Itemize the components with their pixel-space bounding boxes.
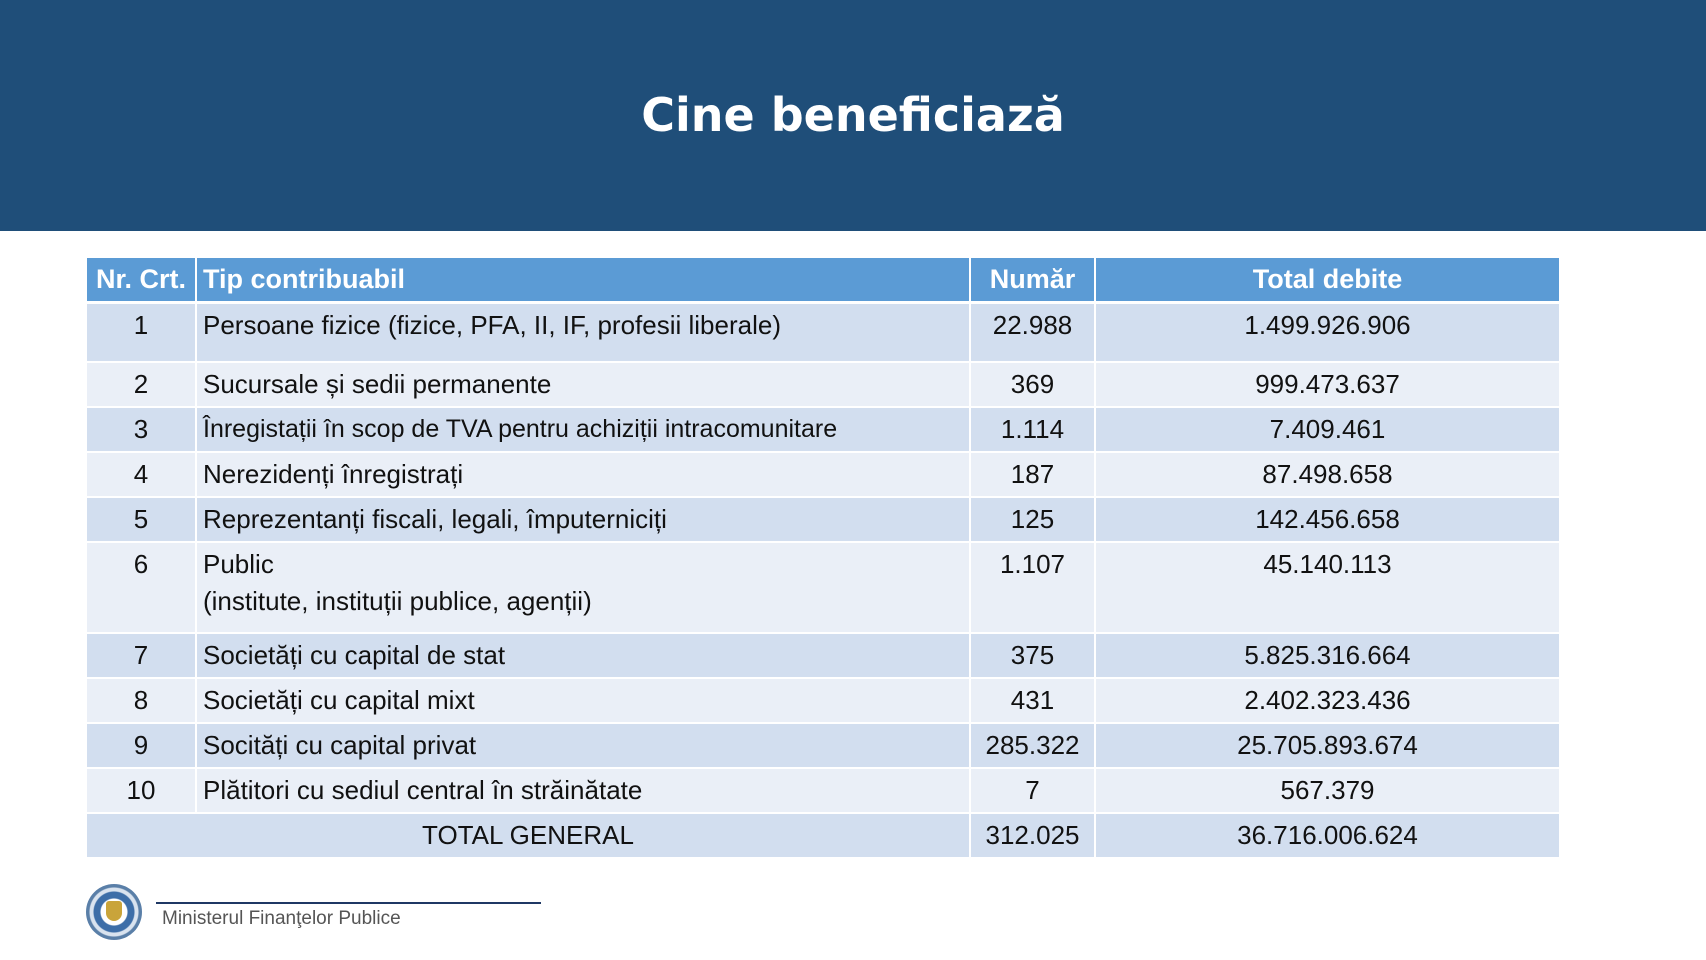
- cell-tip: Sucursale și sedii permanente: [197, 363, 971, 408]
- ministry-name: Ministerul Finanţelor Publice: [162, 908, 401, 929]
- cell-tip: Înregistații în scop de TVA pentru achiziții intracomunitare: [197, 408, 971, 453]
- table-row: [87, 363, 1559, 408]
- cell-total: 567.379: [1096, 769, 1559, 814]
- beneficiaries-table: [87, 258, 1559, 859]
- cell-nr: 10: [87, 769, 197, 814]
- table-row: [87, 634, 1559, 679]
- ministry-seal-icon: [86, 884, 142, 940]
- cell-total: 45.140.113: [1096, 543, 1559, 634]
- cell-numar: 125: [971, 498, 1096, 543]
- cell-nr: 8: [87, 679, 197, 724]
- cell-nr: 4: [87, 453, 197, 498]
- cell-numar: 285.322: [971, 724, 1096, 769]
- table-row: [87, 769, 1559, 814]
- cell-nr: 1: [87, 304, 197, 363]
- cell-nr: 3: [87, 408, 197, 453]
- cell-tip: Reprezentanți fiscali, legali, împuterniciți: [197, 498, 971, 543]
- cell-numar: 1.114: [971, 408, 1096, 453]
- page-title: Cine beneficiază: [641, 87, 1065, 142]
- total-row: [87, 814, 1559, 859]
- cell-nr: 9: [87, 724, 197, 769]
- table-row: [87, 543, 1559, 634]
- cell-tip: Socități cu capital privat: [197, 724, 971, 769]
- total-label: TOTAL GENERAL: [87, 814, 971, 859]
- cell-tip: Societăți cu capital de stat: [197, 634, 971, 679]
- cell-nr: 6: [87, 543, 197, 634]
- footer-divider: [156, 902, 541, 904]
- cell-numar: 1.107: [971, 543, 1096, 634]
- total-numar: 312.025: [971, 814, 1096, 859]
- cell-total: 7.409.461: [1096, 408, 1559, 453]
- cell-numar: 22.988: [971, 304, 1096, 363]
- cell-tip: Societăți cu capital mixt: [197, 679, 971, 724]
- cell-nr: 2: [87, 363, 197, 408]
- table-row: [87, 408, 1559, 453]
- coat-of-arms-icon: [106, 901, 122, 921]
- table-row: [87, 724, 1559, 769]
- table-row: [87, 679, 1559, 724]
- header-nr-crt: Nr. Crt.: [87, 258, 197, 304]
- cell-tip-line2: (institute, instituții publice, agenții): [203, 586, 592, 616]
- cell-total: 1.499.926.906: [1096, 304, 1559, 363]
- cell-total: 25.705.893.674: [1096, 724, 1559, 769]
- title-banner: [0, 0, 1706, 231]
- table-row: [87, 498, 1559, 543]
- cell-numar: 431: [971, 679, 1096, 724]
- cell-numar: 187: [971, 453, 1096, 498]
- cell-tip: Plătitori cu sediul central în străinătate: [197, 769, 971, 814]
- cell-tip-line1: Public: [203, 549, 274, 579]
- header-numar: Număr: [971, 258, 1096, 304]
- footer: [86, 884, 486, 944]
- table-row: [87, 304, 1559, 363]
- cell-tip: Nerezidenți înregistrați: [197, 453, 971, 498]
- cell-tip: Persoane fizice (fizice, PFA, II, IF, profesii liberale): [197, 304, 971, 363]
- cell-nr: 5: [87, 498, 197, 543]
- table-header-row: [87, 258, 1559, 304]
- cell-total: 5.825.316.664: [1096, 634, 1559, 679]
- cell-numar: 369: [971, 363, 1096, 408]
- cell-nr: 7: [87, 634, 197, 679]
- cell-tip: [197, 543, 971, 634]
- header-total-debite: Total debite: [1096, 258, 1559, 304]
- header-tip-contribuabil: Tip contribuabil: [197, 258, 971, 304]
- total-debite: 36.716.006.624: [1096, 814, 1559, 859]
- cell-numar: 7: [971, 769, 1096, 814]
- table-row: [87, 453, 1559, 498]
- cell-total: 2.402.323.436: [1096, 679, 1559, 724]
- cell-total: 142.456.658: [1096, 498, 1559, 543]
- cell-total: 999.473.637: [1096, 363, 1559, 408]
- cell-numar: 375: [971, 634, 1096, 679]
- cell-total: 87.498.658: [1096, 453, 1559, 498]
- beneficiaries-table-container: [87, 258, 1559, 859]
